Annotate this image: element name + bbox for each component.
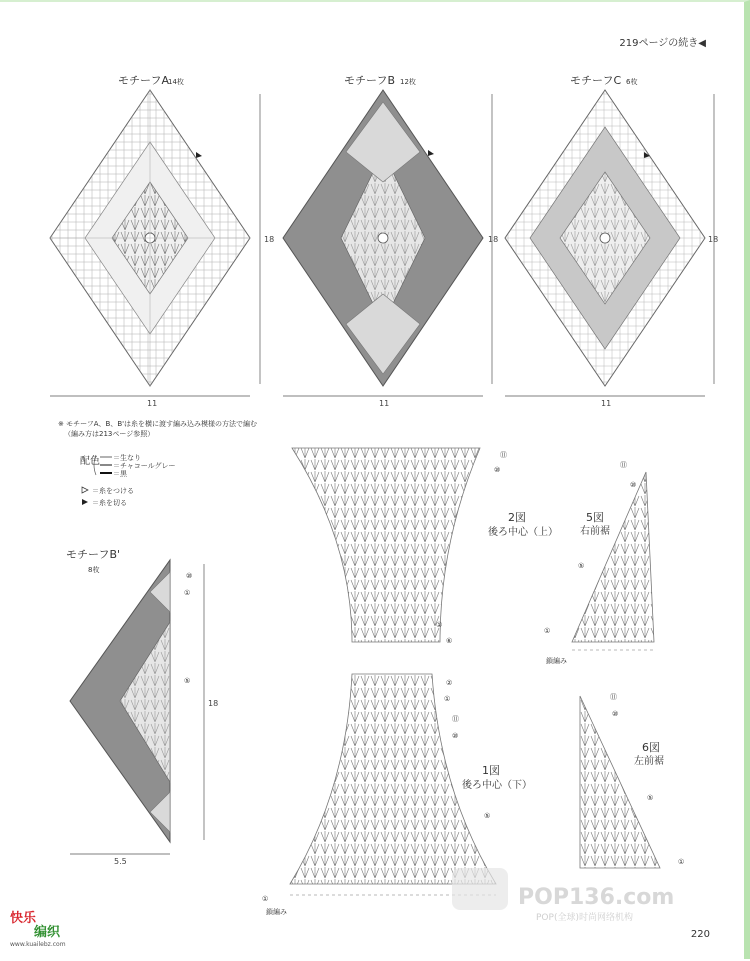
- figure-5-chain-label: 鎖編み: [546, 657, 567, 665]
- figure-1-row-10: ⑩: [452, 732, 459, 740]
- figure-5-title: 5図: [586, 511, 604, 524]
- motif-b-prime-row-1: ①: [184, 589, 191, 597]
- motif-c-height: 18: [708, 235, 719, 244]
- figure-2-title: 2図: [508, 511, 526, 524]
- kuailebz-logo: [10, 910, 66, 948]
- attach-yarn-icon: [82, 487, 88, 493]
- continuation-note: 219ページの続き◀: [619, 38, 706, 49]
- figure-5-row-1: ①: [544, 627, 551, 635]
- watermark-sub: POP(全球)时尚网络机构: [536, 913, 633, 923]
- watermark-brand: POP136.com: [518, 885, 675, 910]
- figure-1-row-1: ①: [444, 695, 451, 703]
- logo-url: www.kuailebz.com: [10, 941, 66, 948]
- motif-a-width: 11: [147, 399, 158, 408]
- motif-b-height: 18: [488, 235, 499, 244]
- motif-c-title: モチーフC: [570, 74, 622, 87]
- legend-item-black: ＝黒: [113, 470, 127, 478]
- figure-5-row-5: ⑤: [578, 562, 585, 570]
- motif-b-count: 12枚: [400, 78, 416, 86]
- figure-2-stitch-area: [292, 448, 480, 642]
- figure-6-subtitle: 左前裾: [634, 756, 664, 767]
- motif-b-prime-count: 8枚: [88, 566, 100, 574]
- motif-b-prime-height: 18: [208, 699, 219, 708]
- figure-1-chain-label: 鎖編み: [266, 908, 287, 916]
- note-line-1: ※ モチーフA、B、B'は糸を横に渡す編み込み模様の方法で編む: [58, 420, 258, 428]
- motif-b-prime-row-10: ⑩: [186, 572, 193, 580]
- legend-label: 配色: [80, 456, 100, 467]
- pop136-watermark: [452, 868, 674, 923]
- figure-6-chart: [580, 692, 684, 868]
- pattern-diagram: [0, 2, 744, 961]
- legend-cut: ＝糸を切る: [92, 499, 127, 507]
- motif-b-title: モチーフB: [344, 74, 395, 87]
- figure-6-row-11: ⑪: [610, 693, 617, 701]
- figure-2-row-11: ⑪: [500, 451, 507, 459]
- figure-1-row-2: ②: [446, 679, 453, 687]
- figure-1-row-1-start: ①: [262, 895, 269, 903]
- legend-item-natural: ＝生なり: [113, 454, 141, 462]
- figure-5-subtitle: 右前裾: [580, 526, 610, 537]
- figure-6-stitch-area: [580, 696, 660, 868]
- motif-b-prime-title: モチーフB': [66, 548, 121, 561]
- motif-c-chart: [505, 74, 718, 408]
- motif-a-height: 18: [264, 235, 275, 244]
- figure-2-subtitle: 後ろ中心（上）: [488, 527, 558, 538]
- motif-b-center-ring: [378, 233, 388, 243]
- motif-b-prime-row-5: ⑤: [184, 677, 191, 685]
- motif-a-cut-marker: [196, 152, 202, 158]
- logo-line-1: 快乐: [10, 911, 37, 926]
- motif-b-chart: [283, 74, 498, 408]
- motif-a-title: モチーフA: [118, 74, 169, 87]
- motif-c-count: 6枚: [626, 78, 638, 86]
- motif-c-width: 11: [601, 399, 612, 408]
- motif-a-chart: [50, 74, 274, 408]
- figure-2-chart: [292, 448, 558, 645]
- motif-a-count: 14枚: [168, 78, 184, 86]
- legend-attach: ＝糸をつける: [92, 487, 134, 495]
- logo-line-2: 编织: [34, 925, 61, 940]
- figure-6-title: 6図: [642, 741, 660, 754]
- motif-b-cut-marker: [428, 150, 434, 156]
- figure-5-chart: [544, 460, 654, 665]
- figure-6-row-5: ⑤: [647, 794, 654, 802]
- figure-6-row-1: ①: [678, 858, 685, 866]
- figure-5-stitch-area: [572, 472, 654, 642]
- figure-1-row-5: ⑤: [484, 812, 491, 820]
- figure-5-row-11: ⑪: [620, 461, 627, 469]
- figure-6-row-10: ⑩: [612, 710, 619, 718]
- motif-c-center-ring: [600, 233, 610, 243]
- figure-1-stitch-area: [290, 674, 496, 884]
- page-number: 220: [690, 929, 710, 940]
- figure-1-row-11: ⑪: [452, 715, 459, 723]
- motif-b-width: 11: [379, 399, 390, 408]
- motif-b-prime-chart: [66, 548, 218, 866]
- motif-b-prime-width: 5.5: [114, 857, 127, 866]
- figure-2-row-1: ①: [436, 621, 443, 629]
- note-line-2: （編み方は213ページ参照）: [64, 430, 155, 438]
- figure-2-row-6: ⑥: [446, 637, 453, 645]
- figure-1-title: 1図: [482, 764, 500, 777]
- cut-yarn-icon: [82, 499, 88, 505]
- figure-2-row-10: ⑩: [494, 466, 501, 474]
- color-legend: [80, 453, 176, 507]
- legend-item-charcoal: ＝チャコールグレー: [113, 462, 176, 470]
- figure-1-subtitle: 後ろ中心（下）: [462, 780, 532, 791]
- figure-5-row-10: ⑩: [630, 481, 637, 489]
